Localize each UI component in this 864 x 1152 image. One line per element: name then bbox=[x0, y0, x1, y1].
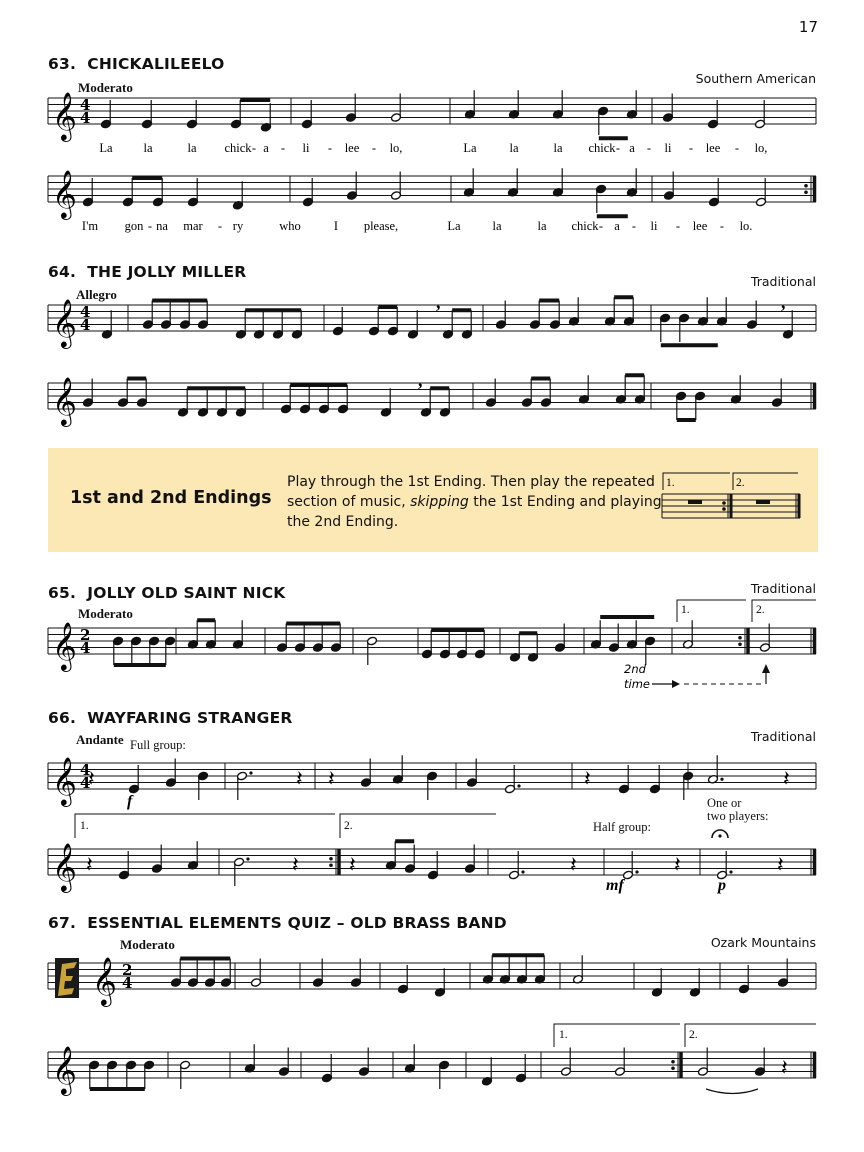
note bbox=[598, 106, 609, 135]
lyric-syllable: - bbox=[280, 141, 286, 155]
lyric-syllable: lee bbox=[692, 219, 708, 233]
lyric-syllable: la bbox=[187, 141, 197, 155]
staff bbox=[48, 169, 816, 220]
quarter-rest-icon: 𝄽 bbox=[777, 852, 784, 878]
lyric-syllable: - bbox=[734, 141, 740, 155]
beam bbox=[614, 295, 633, 299]
treble-clef-icon: 𝄞 bbox=[52, 298, 77, 347]
info-text: Play through the 1st Ending. Then play the repeated section of music, skipping the 1st Ending and playing the 2nd Ending. bbox=[287, 474, 662, 530]
beam bbox=[600, 615, 654, 619]
second-time-label-1: 2nd bbox=[624, 662, 646, 676]
staff bbox=[48, 756, 816, 807]
tie bbox=[706, 1089, 758, 1094]
lyric-syllable: - bbox=[327, 141, 333, 155]
beam bbox=[430, 386, 449, 390]
lyric-syllable: ry bbox=[232, 219, 244, 233]
note bbox=[645, 636, 656, 665]
lyric-syllable: la bbox=[143, 141, 153, 155]
treble-clef-icon: 𝄞 bbox=[52, 842, 77, 891]
lyric-syllable: la bbox=[537, 219, 547, 233]
lyric-syllable: chick bbox=[224, 141, 252, 155]
quarter-rest-icon: 𝄽 bbox=[584, 766, 591, 792]
lyric-syllable: na bbox=[156, 219, 168, 233]
song-67-source: Ozark Mountains bbox=[710, 935, 816, 950]
lyric-syllable: li bbox=[664, 141, 672, 155]
note bbox=[180, 1060, 191, 1089]
lyric-syllable: - bbox=[371, 141, 377, 155]
beam bbox=[378, 305, 397, 309]
beam bbox=[452, 308, 471, 312]
note bbox=[126, 1060, 137, 1089]
note bbox=[679, 313, 690, 342]
lyric-syllable: a bbox=[263, 141, 269, 155]
song-63-source: Southern American bbox=[695, 71, 816, 86]
beam bbox=[127, 377, 146, 381]
beam bbox=[152, 299, 207, 303]
lyric-syllable: chick bbox=[588, 141, 616, 155]
lyric-syllable: - bbox=[147, 219, 153, 233]
quarter-rest-icon: 𝄽 bbox=[783, 766, 790, 792]
note bbox=[149, 636, 160, 665]
note bbox=[439, 1060, 450, 1089]
lyric-syllable: - bbox=[675, 219, 681, 233]
note bbox=[596, 184, 607, 213]
lyric-syllable: I'm bbox=[81, 219, 99, 233]
quarter-rest-icon: 𝄽 bbox=[296, 766, 303, 792]
staff bbox=[48, 956, 816, 1007]
song-64-title: 64. THE JOLLY MILLER bbox=[48, 263, 247, 281]
lyric-syllable: La bbox=[447, 219, 461, 233]
note bbox=[165, 636, 176, 665]
beam bbox=[240, 98, 270, 102]
song-65-title: 65. JOLLY OLD SAINT NICK bbox=[48, 584, 286, 602]
song-66-title: 66. WAYFARING STRANGER bbox=[48, 709, 293, 727]
lyric-syllable: who bbox=[279, 219, 301, 233]
note bbox=[367, 636, 378, 665]
lyric-syllable: la bbox=[492, 219, 502, 233]
lyric-syllable: La bbox=[463, 141, 477, 155]
beam bbox=[599, 136, 628, 140]
info-endings-diagram bbox=[662, 473, 800, 518]
quarter-rest-icon: 𝄽 bbox=[88, 766, 95, 792]
note bbox=[89, 1060, 100, 1089]
beam bbox=[245, 308, 301, 312]
lyric-syllable: lee bbox=[344, 141, 360, 155]
lyric-syllable: mar bbox=[183, 219, 203, 233]
lyric-syllable: lo, bbox=[754, 141, 768, 155]
beam bbox=[286, 622, 340, 626]
note bbox=[107, 1060, 118, 1089]
lyric-syllable: la bbox=[509, 141, 519, 155]
treble-clef-icon: 𝄞 bbox=[52, 169, 77, 218]
beam bbox=[132, 176, 162, 180]
quarter-rest-icon: 𝄽 bbox=[86, 852, 93, 878]
lyric-syllable: a bbox=[614, 219, 620, 233]
treble-clef-icon: 𝄞 bbox=[52, 91, 77, 140]
beam bbox=[431, 628, 484, 632]
essential-elements-logo-icon bbox=[55, 958, 79, 998]
song-65-ending-2: 2. bbox=[756, 604, 765, 616]
dynamic-f: f bbox=[127, 793, 133, 810]
second-time-label-2: time bbox=[624, 677, 650, 691]
lyric-syllable: gon bbox=[124, 219, 144, 233]
lyric-syllable: I bbox=[333, 219, 339, 233]
song-66-source: Traditional bbox=[750, 729, 816, 744]
time-signature-top: 2 bbox=[122, 961, 133, 979]
lyric-syllable: lo, bbox=[389, 141, 403, 155]
two-players-label: two players: bbox=[707, 809, 769, 823]
breath-mark-icon: , bbox=[781, 292, 786, 312]
time-signature-bottom: 4 bbox=[122, 974, 133, 992]
lyric-syllable: - bbox=[598, 219, 604, 233]
note bbox=[660, 313, 671, 342]
beam bbox=[197, 618, 215, 622]
song-67-tempo: Moderato bbox=[120, 937, 175, 952]
note bbox=[198, 771, 209, 800]
beam bbox=[539, 299, 559, 303]
treble-clef-icon: 𝄞 bbox=[52, 376, 77, 425]
time-signature-top: 2 bbox=[80, 626, 91, 644]
song-63-tempo: Moderato bbox=[78, 80, 133, 95]
beam bbox=[661, 343, 718, 347]
time-signature-bottom: 4 bbox=[80, 109, 91, 127]
time-signature-top: 4 bbox=[80, 96, 91, 114]
lyric-syllable: chick bbox=[571, 219, 599, 233]
time-signature-top: 4 bbox=[80, 303, 91, 321]
breath-mark-icon: , bbox=[418, 370, 423, 390]
note bbox=[144, 1060, 155, 1089]
lyric-syllable: lo. bbox=[739, 219, 753, 233]
quarter-rest-icon: 𝄽 bbox=[570, 852, 577, 878]
beam bbox=[677, 418, 696, 422]
breath-mark-icon: , bbox=[436, 292, 441, 312]
quarter-rest-icon: 𝄽 bbox=[349, 852, 356, 878]
song-66-ending-2: 2. bbox=[344, 820, 353, 832]
quarter-rest-icon: 𝄽 bbox=[674, 852, 681, 878]
song-65-source: Traditional bbox=[750, 581, 816, 596]
note bbox=[427, 771, 438, 800]
dynamic-p: p bbox=[718, 877, 726, 894]
song-66-ending-1: 1. bbox=[80, 820, 89, 832]
staff bbox=[48, 842, 816, 893]
lyric-syllable: - bbox=[719, 219, 725, 233]
time-signature-top: 4 bbox=[80, 761, 91, 779]
time-signature-bottom: 4 bbox=[80, 774, 91, 792]
beam bbox=[492, 953, 544, 957]
beam bbox=[187, 386, 245, 390]
beam bbox=[290, 383, 347, 387]
treble-clef-icon: 𝄞 bbox=[52, 756, 77, 805]
note bbox=[113, 636, 124, 665]
note bbox=[695, 391, 706, 420]
lyric-syllable: li bbox=[302, 141, 310, 155]
half-group-label: Half group: bbox=[593, 820, 651, 834]
song-65-ending-1: 1. bbox=[681, 604, 690, 616]
lyric-syllable: - bbox=[646, 141, 652, 155]
song-64-source: Traditional bbox=[750, 274, 816, 289]
full-group-label: Full group: bbox=[130, 738, 186, 752]
lyric-syllable: la bbox=[553, 141, 563, 155]
beam bbox=[395, 839, 414, 843]
info-title: 1st and 2nd Endings bbox=[70, 488, 272, 508]
one-or-label: One or bbox=[707, 796, 742, 810]
lyric-syllable: - bbox=[251, 141, 257, 155]
lyric-syllable: li bbox=[650, 219, 658, 233]
song-67-ending-1: 1. bbox=[559, 1029, 568, 1041]
song-67-ending-2: 2. bbox=[689, 1029, 698, 1041]
time-signature-bottom: 4 bbox=[80, 316, 91, 334]
song-67-title: 67. ESSENTIAL ELEMENTS QUIZ – OLD BRASS BAND bbox=[48, 914, 507, 932]
beam bbox=[114, 663, 166, 667]
lyric-syllable: - bbox=[217, 219, 223, 233]
note bbox=[131, 636, 142, 665]
beam bbox=[519, 631, 537, 635]
beam bbox=[531, 377, 550, 381]
song-66-tempo: Andante bbox=[76, 732, 124, 747]
lyric-syllable: a bbox=[629, 141, 635, 155]
dynamic-mf: mf bbox=[606, 877, 624, 894]
info-ending-2: 2. bbox=[736, 477, 745, 489]
treble-clef-icon: 𝄞 bbox=[52, 1045, 77, 1094]
lyric-syllable: - bbox=[631, 219, 637, 233]
song-65-tempo: Moderato bbox=[78, 606, 133, 621]
lyric-syllable: lee bbox=[705, 141, 721, 155]
lyric-syllable: La bbox=[99, 141, 113, 155]
beam bbox=[90, 1087, 145, 1091]
lyric-syllable: please, bbox=[363, 219, 399, 233]
quarter-rest-icon: 𝄽 bbox=[328, 766, 335, 792]
beam bbox=[625, 373, 644, 377]
lyric-syllable: - bbox=[688, 141, 694, 155]
beam bbox=[597, 214, 628, 218]
time-signature-bottom: 4 bbox=[80, 639, 91, 657]
song-64-tempo: Allegro bbox=[76, 287, 117, 302]
treble-clef-icon: 𝄞 bbox=[52, 621, 77, 670]
page-number: 17 bbox=[798, 18, 818, 36]
lyric-syllable: - bbox=[615, 141, 621, 155]
note bbox=[676, 391, 687, 420]
beam bbox=[180, 957, 230, 961]
quarter-rest-icon: 𝄽 bbox=[781, 1055, 788, 1081]
treble-clef-icon: 𝄞 bbox=[92, 956, 117, 1005]
info-ending-1: 1. bbox=[666, 477, 675, 489]
quarter-rest-icon: 𝄽 bbox=[292, 852, 299, 878]
staff bbox=[48, 376, 816, 427]
staff bbox=[48, 91, 816, 142]
song-63-title: 63. CHICKALILEELO bbox=[48, 55, 225, 73]
